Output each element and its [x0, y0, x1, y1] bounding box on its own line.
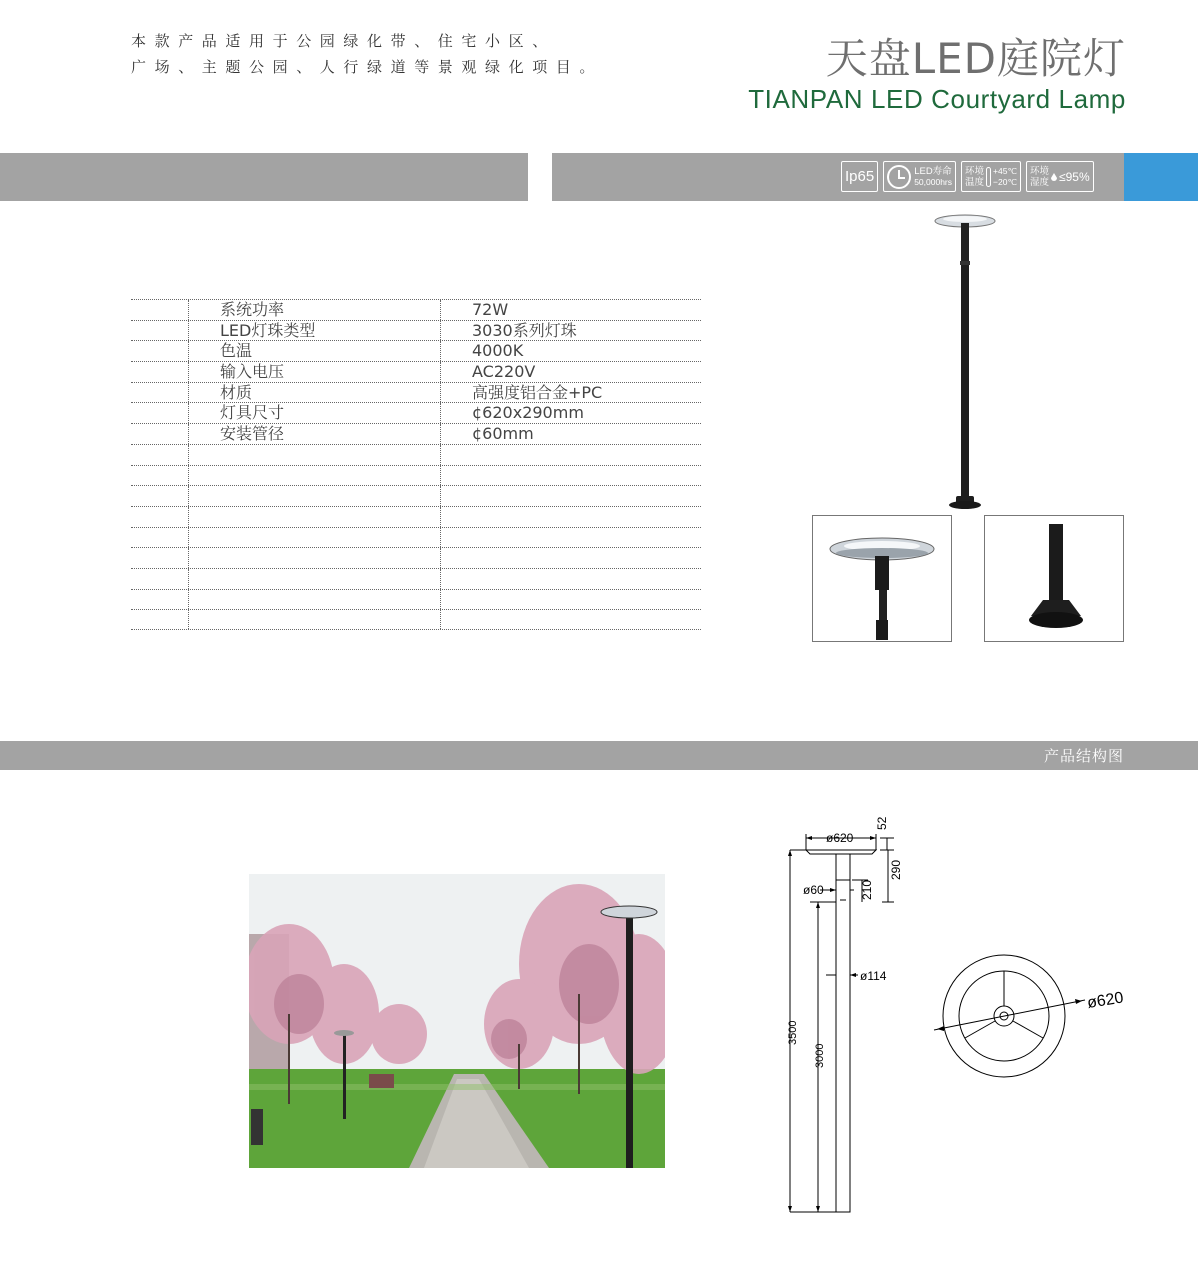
- dim-290: 290: [889, 859, 903, 880]
- park-scene-graphic: [249, 874, 665, 1168]
- spec-index-cell: [131, 507, 189, 527]
- dim-210: 210: [860, 879, 874, 900]
- header-bar-left: [0, 153, 528, 201]
- spec-row: [131, 506, 701, 527]
- spec-label: [189, 528, 441, 548]
- spec-value: 4000K: [472, 341, 524, 361]
- temp-high: +45℃: [993, 165, 1017, 176]
- lamp-base-graphic: [985, 516, 1124, 642]
- spec-index-cell: [131, 610, 189, 629]
- spec-label: 安装管径: [189, 424, 441, 444]
- spec-label: [189, 445, 441, 465]
- spec-row: [131, 465, 701, 486]
- spec-index-cell: [131, 362, 189, 382]
- ip-rating-badge: [841, 161, 878, 192]
- spec-row: [131, 382, 701, 403]
- spec-index-cell: [131, 528, 189, 548]
- spec-value: [441, 486, 701, 506]
- spec-index-cell: [131, 383, 189, 403]
- droplet-icon: [1051, 173, 1057, 181]
- spec-label: [189, 486, 441, 506]
- page-title-cn: 天盘LED庭院灯: [825, 34, 1126, 83]
- spec-row: [131, 589, 701, 610]
- dim-52: 52: [875, 816, 889, 830]
- structure-drawing: [770, 810, 1150, 1220]
- lamp-product-image: [925, 208, 1005, 513]
- spec-value: ¢60mm: [472, 424, 534, 444]
- spec-value: [441, 590, 701, 610]
- section-bar-structure: [0, 741, 1198, 770]
- spec-label: [189, 507, 441, 527]
- dim-diameter-60: ø60: [803, 883, 824, 897]
- spec-value: [441, 507, 701, 527]
- spec-value: [441, 569, 701, 589]
- spec-value: ¢620x290mm: [472, 403, 584, 423]
- spec-index-cell: [131, 300, 189, 320]
- spec-value: [441, 528, 701, 548]
- spec-row: [131, 444, 701, 465]
- humidity-label-1: 环境: [1030, 165, 1050, 177]
- spec-row: [131, 609, 701, 630]
- spec-value: 高强度铝合金+PC: [472, 382, 603, 402]
- dim-diameter-620-top: ø620: [826, 831, 854, 845]
- spec-row: [131, 547, 701, 568]
- spec-label: [189, 548, 441, 568]
- temp-low: −20℃: [993, 176, 1017, 187]
- spec-index-cell: [131, 445, 189, 465]
- spec-index-cell: [131, 403, 189, 423]
- spec-row: [131, 320, 701, 341]
- spec-label: 色温: [189, 341, 441, 361]
- led-life-badge: [883, 161, 956, 192]
- spec-row: [131, 402, 701, 423]
- intro-line-2: 广场、主题公园、人行绿道等景观绿化项目。: [131, 58, 604, 76]
- spec-row: [131, 361, 701, 382]
- spec-index-cell: [131, 486, 189, 506]
- header-accent-block: [1124, 153, 1198, 201]
- humidity-value: ≤95%: [1059, 169, 1090, 184]
- spec-index-cell: [131, 341, 189, 361]
- spec-label: [189, 590, 441, 610]
- spec-table: [131, 299, 701, 630]
- led-life-label: LED寿命: [914, 165, 952, 177]
- humidity-badge: [1026, 161, 1094, 192]
- dim-diameter-620-plan: ø620: [1085, 989, 1125, 1012]
- clock-icon: [887, 165, 911, 189]
- feature-badges: [841, 161, 1094, 192]
- spec-value: [441, 610, 701, 629]
- spec-value: 72W: [472, 300, 509, 319]
- lamp-base-detail-image: [984, 515, 1124, 642]
- spec-value: [441, 466, 701, 486]
- spec-row: [131, 423, 701, 444]
- spec-label: 输入电压: [189, 362, 441, 382]
- spec-row: [131, 340, 701, 361]
- spec-value: 3030系列灯珠: [472, 320, 577, 340]
- spec-row: [131, 485, 701, 506]
- ip-rating-text: Ip65: [845, 168, 875, 185]
- spec-index-cell: [131, 569, 189, 589]
- thermometer-icon: [986, 167, 991, 187]
- spec-index-cell: [131, 548, 189, 568]
- section-title-structure: 产品结构图: [1043, 747, 1124, 765]
- spec-value: [441, 548, 701, 568]
- page-title-en: TIANPAN LED Courtyard Lamp: [748, 84, 1126, 114]
- spec-label: 系统功率: [189, 300, 441, 320]
- humidity-label-2: 湿度: [1030, 176, 1050, 188]
- spec-index-cell: [131, 590, 189, 610]
- dim-3500: 3500: [787, 1020, 799, 1045]
- spec-label: [189, 610, 441, 629]
- spec-value: AC220V: [472, 362, 536, 382]
- spec-index-cell: [131, 424, 189, 444]
- intro-text: [131, 28, 604, 80]
- spec-row: [131, 568, 701, 589]
- temp-label-1: 环境: [965, 165, 985, 177]
- spec-row: [131, 527, 701, 548]
- spec-value: [441, 445, 701, 465]
- lamp-head-detail-image: [812, 515, 952, 642]
- spec-label: [189, 466, 441, 486]
- led-life-value: 50,000hrs: [914, 176, 953, 187]
- dim-3000: 3000: [814, 1043, 826, 1068]
- spec-label: 材质: [189, 383, 441, 403]
- intro-line-1: 本款产品适用于公园绿化带、住宅小区、: [131, 32, 556, 50]
- spec-row: [131, 299, 701, 320]
- spec-label: 灯具尺寸: [189, 403, 441, 423]
- park-scene-photo: [249, 874, 665, 1168]
- spec-label: [189, 569, 441, 589]
- temperature-badge: [961, 161, 1021, 192]
- lamp-head-graphic: [813, 516, 952, 642]
- dim-diameter-114: ø114: [860, 969, 887, 983]
- temp-label-2: 温度: [965, 176, 985, 188]
- spec-index-cell: [131, 466, 189, 486]
- spec-index-cell: [131, 321, 189, 341]
- spec-label: LED灯珠类型: [189, 321, 441, 341]
